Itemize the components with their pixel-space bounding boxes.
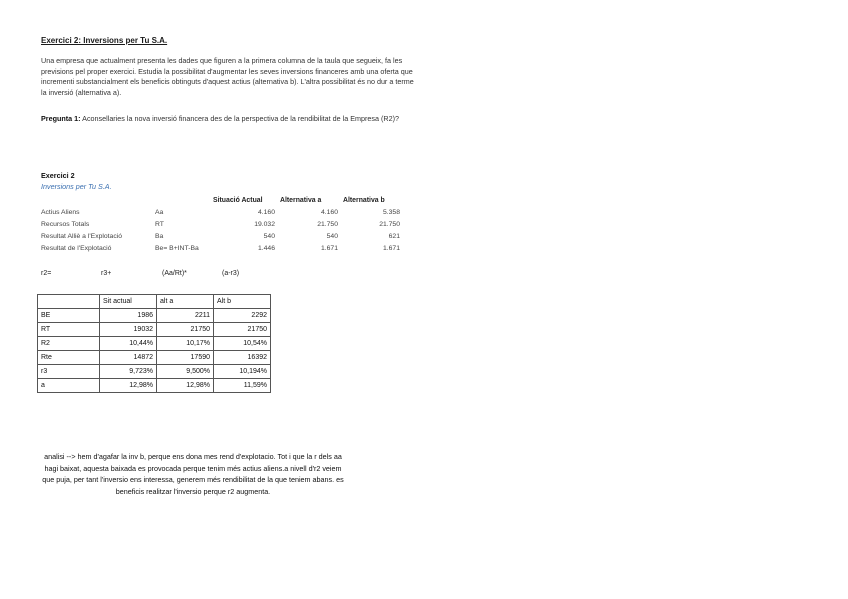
table-cell: RT (38, 323, 100, 337)
table-cell: 10,17% (157, 337, 214, 351)
table-header-cell: Sit actual (100, 295, 157, 309)
col-header-alt-a: Alternativa a (280, 197, 322, 204)
cell-value: 21.750 (379, 221, 400, 228)
table-cell: R2 (38, 337, 100, 351)
row-symbol: Be= B+INT-Ba (155, 245, 199, 252)
cell-value: 4.160 (320, 209, 338, 216)
table-cell: 10,194% (214, 365, 271, 379)
formula-r3: r3+ (101, 270, 112, 277)
question-text: Aconsellaries la nova inversió financera des de la perspectiva de la rendibilitat de la Empresa (R2)? (80, 114, 399, 123)
table-row (38, 365, 271, 379)
col-header-alt-b: Alternativa b (343, 197, 385, 204)
cell-value: 540 (263, 233, 275, 240)
cell-value: 4.160 (257, 209, 275, 216)
table-cell: 1986 (100, 309, 157, 323)
formula-r2: r2= (41, 270, 52, 277)
sheet-title: Exercici 2 (41, 171, 75, 180)
intro-paragraph: Una empresa que actualment presenta les dades que figuren a la primera columna de la taula que segueix, fa les previsions pel proper exercici. Estudia la possibilitat d'augmentar les seves inversions financeres amb una oferta que incrementi substancialment els beneficis obtinguts d'aquest actius (alternativa b). L'altra possibilitat és no dur a terme la inversió (alternativa a). (41, 56, 414, 97)
cell-value: 19.032 (254, 221, 275, 228)
table-header-cell: alt a (157, 295, 214, 309)
cell-value: 1.671 (382, 245, 400, 252)
row-symbol: Ba (155, 233, 164, 240)
table-cell: 2211 (157, 309, 214, 323)
table-cell: 16392 (214, 351, 271, 365)
table-cell: 21750 (157, 323, 214, 337)
formula-diff: (a-r3) (222, 270, 240, 277)
question-label: Pregunta 1: (41, 114, 81, 123)
cell-value: 540 (326, 233, 338, 240)
table-cell: 10,44% (100, 337, 157, 351)
row-label: Resultat de l'Explotació (41, 245, 112, 252)
table-cell: 9,723% (100, 365, 157, 379)
cell-value: 1.671 (320, 245, 338, 252)
table-row (38, 309, 271, 323)
table-cell: Rte (38, 351, 100, 365)
row-label: Resultat Alliè a l'Explotació (41, 233, 123, 240)
sheet-subtitle: Inversions per Tu S.A. (41, 182, 112, 191)
table-cell: 2292 (214, 309, 271, 323)
table-cell: 11,59% (214, 379, 271, 393)
table-cell: 12,98% (157, 379, 214, 393)
formula-ratio: (Aa/Rt)* (162, 270, 187, 277)
analysis-text: analisi --> hem d'agafar la inv b, perque ens dona mes rend d'explotacio. Tot i que la r dels aa hagi baixat, aquesta baixada es provocada perque tenim més actius aliens.a nivell d'r2 veiem que puja, per tant l'inversio ens interessa, generem més rendibilitat de la que teniem abans. es beneficis realitzar l'inversio perque r2 augmenta. (42, 452, 344, 496)
table-cell: 12,98% (100, 379, 157, 393)
table-header-cell: Alt b (214, 295, 271, 309)
table-cell: 14872 (100, 351, 157, 365)
cell-value: 621 (388, 233, 400, 240)
table-row (38, 351, 271, 365)
table-cell: 21750 (214, 323, 271, 337)
row-symbol: RT (155, 221, 164, 228)
cell-value: 21.750 (317, 221, 338, 228)
row-symbol: Aa (155, 209, 164, 216)
col-header-situacio: Situació Actual (213, 197, 263, 204)
row-label: Actius Aliens (41, 209, 80, 216)
question-paragraph (41, 114, 421, 125)
results-table (37, 294, 271, 393)
exercise-title: Exercici 2: Inversions per Tu S.A. (41, 36, 168, 45)
cell-value: 5.358 (382, 209, 400, 216)
table-header-cell (38, 295, 100, 309)
table-cell: 17590 (157, 351, 214, 365)
table-row (38, 379, 271, 393)
table-cell: BE (38, 309, 100, 323)
table-cell: 19032 (100, 323, 157, 337)
table-row (38, 337, 271, 351)
table-cell: r3 (38, 365, 100, 379)
table-row (38, 323, 271, 337)
row-label: Recursos Totals (41, 221, 90, 228)
table-cell: a (38, 379, 100, 393)
table-cell: 9,500% (157, 365, 214, 379)
cell-value: 1.446 (257, 245, 275, 252)
table-cell: 10,54% (214, 337, 271, 351)
table-header-row (38, 295, 271, 309)
